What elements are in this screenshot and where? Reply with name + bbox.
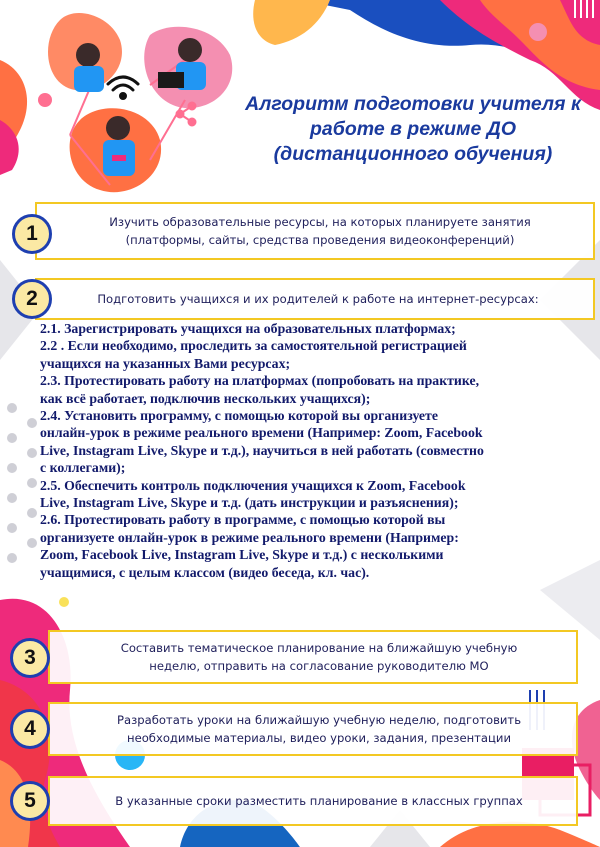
people-illustration <box>38 13 232 192</box>
step-line: Разработать уроки на ближайшую учебную неделю, подготовить <box>116 713 522 727</box>
detail-line: 2.5. Обеспечить контроль подключения учащихся к Zoom, Facebook <box>40 477 466 493</box>
title-line: работе в режиме ДО <box>310 118 516 140</box>
step-text-4 <box>105 711 521 747</box>
step-number-2: 2 <box>12 279 52 319</box>
step-text-2 <box>91 290 538 308</box>
detail-line: организуете онлайн-урок в режиме реального времени (Например: <box>40 529 459 545</box>
detail-line: учащимися, с целым классом (видео беседа, кл. час). <box>40 564 370 580</box>
step-line: Составить тематическое планирование на ближайшую учебную <box>120 641 518 655</box>
step-text-3 <box>109 639 518 675</box>
detail-item <box>40 372 585 407</box>
detail-item <box>40 407 585 477</box>
step-2-details <box>40 320 585 581</box>
detail-line: как всё работает, подключив нескольких учащихся); <box>40 390 371 406</box>
detail-line: учащихся на указанных Вами ресурсах; <box>40 355 291 371</box>
step-line: Изучить образовательные ресурсы, на которых планируете занятия <box>109 215 531 229</box>
step-box-2 <box>35 278 595 320</box>
grey-dots <box>7 403 37 563</box>
step-line: (платформы, сайты, средства проведения видеоконференций) <box>125 233 515 247</box>
poster-title <box>232 92 594 167</box>
step-number-5: 5 <box>10 781 50 821</box>
step-line: Подготовить учащихся и их родителей к работе на интернет-ресурсах: <box>97 292 539 306</box>
step-box-1 <box>35 202 595 260</box>
detail-item <box>40 320 585 337</box>
detail-line: 2.2 . Если необходимо, проследить за самостоятельной регистрацией <box>40 338 467 354</box>
detail-line: Live, Instagram Live, Skype и т.д. (дать инструкции и разъяснения); <box>40 495 459 511</box>
top-yellow-blob <box>253 0 330 45</box>
detail-line: 2.6. Протестировать работу в программе, с помощью которой вы <box>40 512 446 528</box>
step-number-4: 4 <box>10 709 50 749</box>
wifi-icon <box>108 77 138 99</box>
detail-line: с коллегами); <box>40 460 126 476</box>
step-text-5 <box>103 792 523 810</box>
step-line: неделю, отправить на согласование руководителю МО <box>149 659 489 673</box>
detail-line: 2.4. Установить программу, с помощью которой вы организуете <box>40 408 438 424</box>
detail-line: 2.3. Протестировать работу на платформах (попробовать на практике, <box>40 373 480 389</box>
detail-line: Zoom, Facebook Live, Instagram Live, Skype и т.д.) с несколькими <box>40 547 444 563</box>
yellow-dot <box>59 597 69 607</box>
step-text-1 <box>99 213 531 249</box>
detail-line: 2.1. Зарегистрировать учащихся на образовательных платформах; <box>40 321 456 336</box>
detail-item <box>40 511 585 581</box>
detail-item <box>40 477 585 512</box>
step-box-3 <box>48 630 578 684</box>
title-line: (дистанционного обучения) <box>273 143 553 165</box>
title-line: Алгоритм подготовки учителя к <box>245 93 581 115</box>
step-number-1: 1 <box>12 214 52 254</box>
detail-line: Live, Instagram Live, Skype и т.д.), научиться в ней работать (совместно <box>40 442 484 458</box>
step-line: необходимые материалы, видео уроки, задания, презентации <box>127 731 511 745</box>
step-number-3: 3 <box>10 638 50 678</box>
step-box-4 <box>48 702 578 756</box>
detail-line: онлайн-урок в режиме реального времени (Например: Zoom, Facebook <box>40 425 483 441</box>
step-box-5 <box>48 776 578 826</box>
step-line: В указанные сроки разместить планирование в классных группах <box>115 794 523 808</box>
detail-item <box>40 337 585 372</box>
top-pink-circle <box>529 23 547 41</box>
